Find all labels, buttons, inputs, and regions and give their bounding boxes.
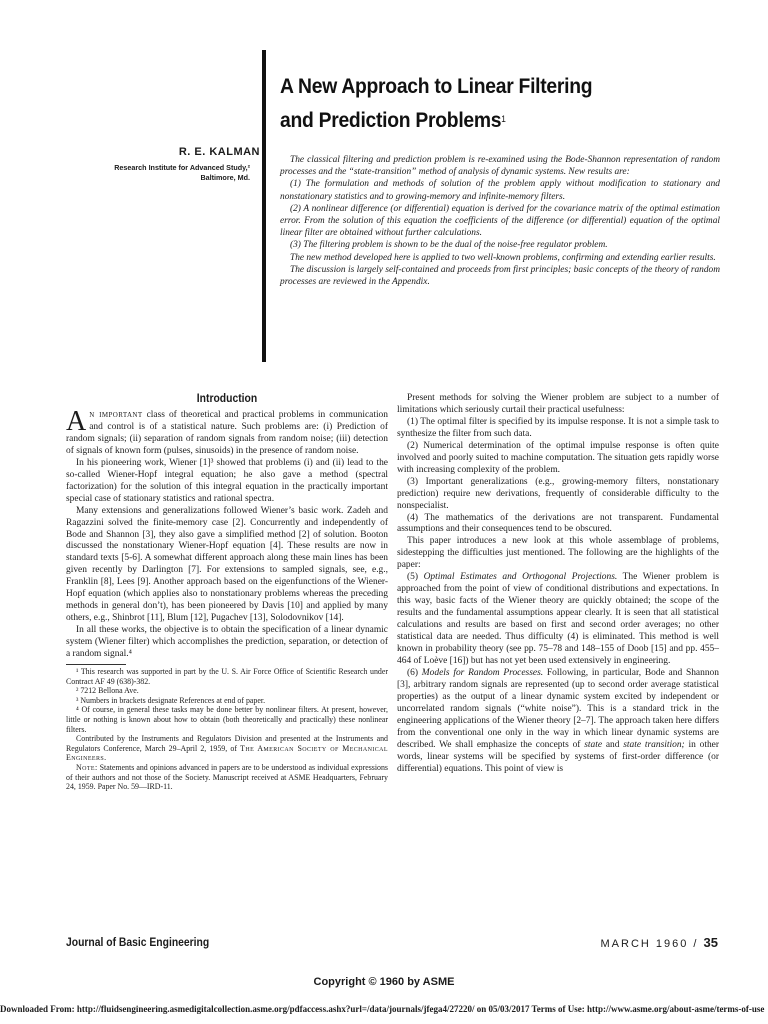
intro-paragraph: Many extensions and generalizations followed Wiener’s basic work. Zadeh and Ragazzini solved the finite-memory case [2]. Concurrently and independently of Bode and Shannon [3], they also gave a simplified method [2] of solution. Booton discussed the nonstationary Wiener-Hopf equation [4]. These results are now in standard texts [5-6]. A somewhat different approach along these main lines has been given recently by Darlington [7]. For extensions to sampled signals, see, e.g., Franklin [8], Lees [9]. Another approach based on the eigenfunctions of the Wiener-Hopf equation (which applies also to nonstationary problems whereas the preceding methods in general don’t), has been pioneered by Davis [10] and applied by many others, e.g., Shinbrot [11], Blum [12], Pugachev [13], Solodovnikov [14]. (66, 505, 388, 624)
title-line-2-text: and Prediction Problems (280, 109, 502, 132)
download-notice: Downloaded From: http://fluidsengineering.asmedigitalcollection.asme.org/pdfaccess.ashx?url=/data/journals/jfega4/27220/ on 05/03/2017 Terms of Use: http://www.asme.org/about-asme/terms-of-use (0, 1004, 765, 1014)
title-line-1: A New Approach to Linear Filtering (280, 75, 593, 98)
title-footnote-mark: 1 (501, 114, 506, 124)
page-number: 35 (703, 935, 718, 950)
footnote-rule (66, 664, 126, 665)
drop-cap: A (66, 406, 87, 437)
footnote-2: ² 7212 Bellona Ave. (76, 686, 139, 696)
conjunction: and (602, 739, 624, 750)
society-name: The American Society of Mechanical Engineers (66, 743, 388, 763)
abstract-paragraph: The discussion is largely self-contained and proceeds from first principles; basic concepts of the theory of random processes are reviewed in the Appendix. (280, 264, 720, 288)
term-state: state (584, 739, 603, 750)
abstract-paragraph: The classical filtering and prediction problem is re-examined using the Bode-Shannon representation of random processes and the “state-transition” method of analysis of dynamic systems. New results are: (280, 155, 720, 178)
body-paragraph: (3) Important generalizations (e.g., growing-memory filters, nonstationary prediction) require new derivations, frequently of considerable difficulty to the nonspecialist. (397, 476, 719, 511)
footnotes (66, 667, 388, 792)
issue-date: MARCH 1960 / (600, 938, 704, 950)
body-paragraph-random-process-models (397, 668, 719, 776)
paper-title (280, 70, 685, 138)
affiliation-line-2: Baltimore, Md. (200, 173, 250, 182)
contribution-text-b: . (104, 753, 107, 763)
intro-paragraph: In all these works, the objective is to obtain the specification of a linear dynamic system (Wiener filter) which accomplishes the prediction, separation, or detection of a random signal.⁴ (66, 625, 388, 660)
body-paragraph: Present methods for solving the Wiener problem are subject to a number of limitations which seriously curtail their practical usefulness: (397, 393, 719, 415)
section-heading-introduction: Introduction (196, 393, 258, 405)
body-paragraph: (2) Numerical determination of the optimal impulse response is often quite involved and poorly suited to machine computation. The situation gets rapidly worse with increasing complexity of the problem. (397, 440, 719, 475)
abstract-paragraph: (2) A nonlinear difference (or differential) equation is derived for the covariance matrix of the optimal estimation error. From the solution of this equation the coefficients of the difference (or differential) equation of the optimal linear filter are obtained without further calculations. (280, 203, 720, 239)
item-text: The Wiener problem is approached from the point of view of conditional distributions and expectations. In this way, basic facts of the Wiener theory are quickly obtained; the scope of the results and the fundamental assumptions appear clearly. It is seen that all statistical calculations and results are based on first and second order averages; no other statistical data are needed. Thus difficulty (4) is eliminated. This method is well known in probability theory (see pp. 75–78 and 148–155 of Doob [15] and pp. 455–464 of Loève [16]) but has not yet been used extensively in engineering. (397, 572, 719, 666)
body-paragraph: (1) The optimal filter is specified by its impulse response. It is not a simple task to synthesize the filter from such data. (397, 416, 719, 439)
item-number: (5) (407, 572, 424, 583)
body-paragraph: This paper introduces a new look at this whole assemblage of problems, sidestepping the difficulties just mentioned. The following are the highlights of the paper: (397, 536, 719, 571)
intro-first-text: class of theoretical and practical problems in communication and control is of a statistical nature. Such problems are: (i) Prediction of random signals; (ii) separation of random signals from random noise; (iii) detection of signals of known form (pulses, sinusoids) in the presence of random noise. (66, 410, 388, 456)
note-text: Statements and opinions advanced in papers are to be understood as individual expressions of their authors and not those of the Society. Manuscript received at ASME Headquarters, February 24, 1959. Paper No. 59—IRD-11. (66, 762, 388, 792)
note-label: Note: (76, 762, 98, 772)
footnote-1: ¹ This research was supported in part by the U. S. Air Force Office of Scientific Research under Contract AF 49 (638)-382. (66, 667, 388, 686)
intro-smallcaps-lead: n important (89, 410, 143, 420)
issue-and-page (601, 935, 719, 950)
item-text-end: in other words, linear systems will be specified by systems of first-order difference (or differential) equations. This point of view is (397, 739, 719, 774)
journal-name: Journal of Basic Engineering (66, 937, 210, 949)
intro-first-paragraph (66, 406, 388, 458)
author-affiliation (60, 163, 250, 183)
contribution-text-a: Contributed by the Instruments and Regulators Division and presented at the Instruments and Regulators Conference, March 29–April 2, 1959, of (66, 734, 388, 753)
footnote-4: ⁴ Of course, in general these tasks may be done better by nonlinear filters. At present, however, little or nothing is known about how to obtain (both theoretically and practically) these nonlinear filters. (66, 705, 388, 734)
abstract (280, 154, 720, 288)
title-vertical-rule (262, 50, 266, 362)
author-name: R. E. KALMAN (178, 146, 260, 158)
abstract-paragraph: The new method developed here is applied to two well-known problems, confirming and extending earlier results. (290, 252, 716, 263)
copyright-notice: Copyright © 1960 by ASME (313, 976, 455, 988)
item-text: Following, in particular, Bode and Shannon [3], arbitrary random signals are represented (up to second order average statistical properties) as the output of a linear dynamic system excited by independent or uncorrelated random signals (“white noise”). This is a standard trick in the engineering applications of the Wiener theory [2–7]. The approach taken here differs from the conventional one only in the way in which linear dynamic systems are described. We shall emphasize the concepts of (397, 667, 719, 750)
body-paragraph-orthogonal-projections (397, 572, 719, 668)
left-column (66, 406, 388, 792)
disclaimer-note (66, 763, 388, 792)
affiliation-line-1: Research Institute for Advanced Study,² (114, 163, 250, 172)
contribution-note (66, 734, 388, 763)
intro-paragraph: In his pioneering work, Wiener [1]³ showed that problems (i) and (ii) lead to the so-called Wiener-Hopf integral equation; he also gave a method (spectral factorization) for the solution of this integral equation in the practically important special case of stationary statistics and rational spectra. (66, 457, 388, 504)
body-paragraph: (4) The mathematics of the derivations are not transparent. Fundamental assumptions and their consequences tend to be obscured. (397, 512, 719, 535)
title-line-2 (280, 104, 685, 138)
abstract-paragraph: (1) The formulation and methods of solution of the problem apply without modification to stationary and nonstationary statistics and to growing-memory and infinite-memory filters. (280, 179, 720, 202)
item-number: (6) (407, 667, 422, 678)
footnote-3: ³ Numbers in brackets designate References at end of paper. (76, 695, 266, 705)
item-heading: Optimal Estimates and Orthogonal Projections. (423, 572, 618, 583)
abstract-paragraph: (3) The filtering problem is shown to be the dual of the noise-free regulator problem. (290, 240, 608, 251)
item-heading: Models for Random Processes. (421, 667, 544, 678)
term-state-transition: state transition; (623, 739, 685, 750)
right-column (397, 393, 719, 776)
